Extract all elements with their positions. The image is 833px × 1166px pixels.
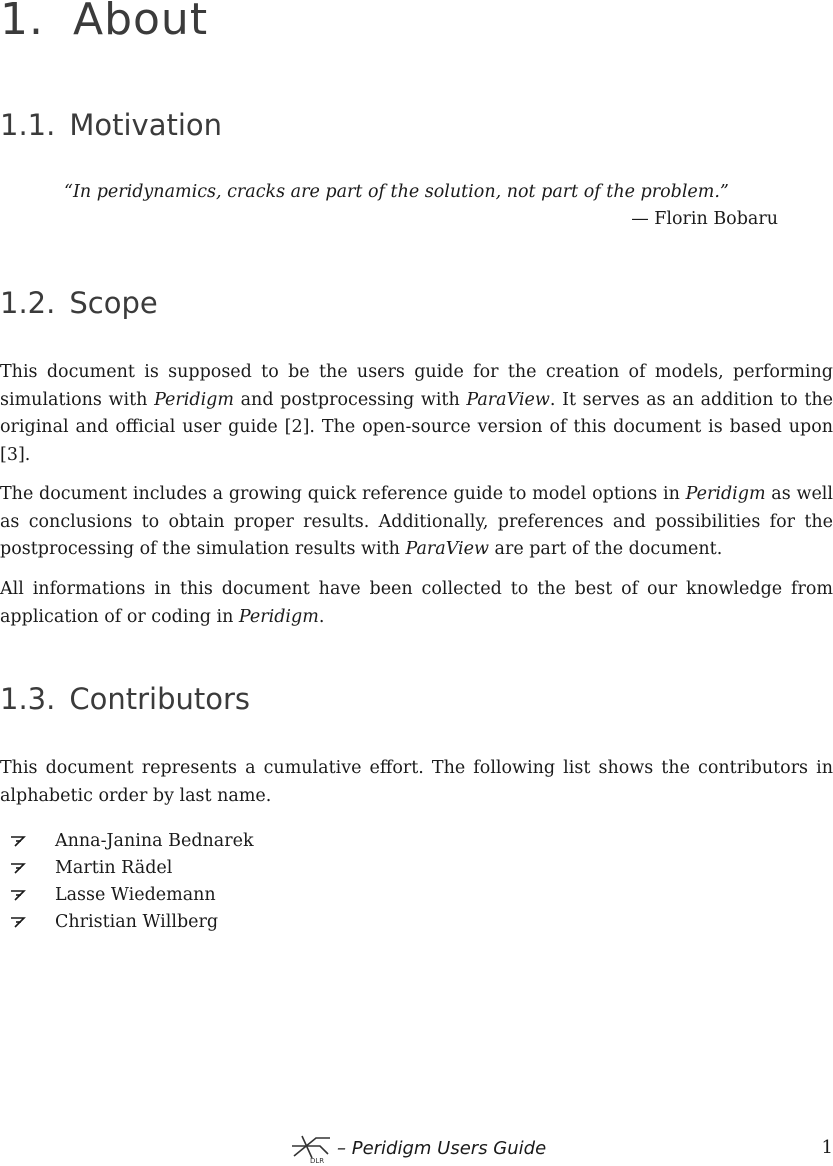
section-title-motivation <box>0 108 222 142</box>
contributor-name: Christian Willberg <box>55 912 219 932</box>
section-title-contributors <box>0 682 250 716</box>
section-title-text: Contributors <box>69 682 250 716</box>
page-number: 1 <box>821 1137 833 1158</box>
software-name: Peridigm <box>238 606 319 627</box>
contributors-intro: This document represents a cumulative effort. The following list shows the contributors in alphabetic order by last name. <box>0 758 833 806</box>
chapter-number: 1. <box>0 0 44 45</box>
arrow-bullet-icon <box>10 862 26 874</box>
section-number: 1.3. <box>0 682 56 716</box>
section-title-text: Scope <box>69 286 158 320</box>
contributor-name: Lasse Wiedemann <box>55 885 216 905</box>
page-footer <box>0 1132 833 1166</box>
text-run: The document includes a growing quick reference guide to model options in <box>0 484 686 504</box>
text-run: as well as conclusions to obtain proper results. Additionally, preferences and possibilities for the postprocessing of the simulation results with <box>0 484 833 559</box>
text-run: and postprocessing with <box>233 389 467 410</box>
section-title-text: Motivation <box>69 108 223 142</box>
section-number: 1.1. <box>0 108 56 142</box>
epigraph-quote: “In peridynamics, cracks are part of the solution, not part of the problem.” <box>64 182 729 202</box>
contributor-name: Martin Rädel <box>55 858 173 878</box>
text-run: . It serves as an addition to the original and official user guide [2]. The open-source version of this document is based upon [3]. <box>0 389 833 465</box>
list-item <box>0 828 254 855</box>
scope-paragraph-2 <box>0 481 833 564</box>
list-item <box>0 882 254 909</box>
section-title-scope <box>0 286 158 320</box>
chapter-title-text: About <box>72 0 209 45</box>
chapter-title <box>0 0 208 45</box>
software-name: Peridigm <box>685 484 766 504</box>
arrow-bullet-icon <box>10 916 26 928</box>
text-run: are part of the document. <box>488 539 723 559</box>
section-number: 1.2. <box>0 286 56 320</box>
software-name: Peridigm <box>154 389 234 410</box>
footer-title: – Peridigm Users Guide <box>337 1138 547 1159</box>
text-run: . <box>318 606 325 627</box>
arrow-bullet-icon <box>10 889 26 901</box>
dlr-logo-text: DLR <box>310 1157 325 1164</box>
list-item <box>0 909 254 936</box>
software-name: ParaView <box>405 539 489 559</box>
contributors-list <box>0 828 254 936</box>
epigraph-author: — Florin Bobaru <box>631 209 778 229</box>
text-run: All informations in this document have been collected to the best of our knowledge from application of or coding in <box>0 579 833 627</box>
scope-paragraph-3 <box>0 576 833 631</box>
list-item <box>0 855 254 882</box>
arrow-bullet-icon <box>10 835 26 847</box>
text-run: This document is supposed to be the users guide for the creation of models, performing simulations with <box>0 362 833 410</box>
contributor-name: Anna-Janina Bednarek <box>55 831 254 851</box>
software-name: ParaView <box>466 389 550 410</box>
scope-paragraph-1 <box>0 359 833 469</box>
dlr-logo-icon <box>290 1132 334 1164</box>
